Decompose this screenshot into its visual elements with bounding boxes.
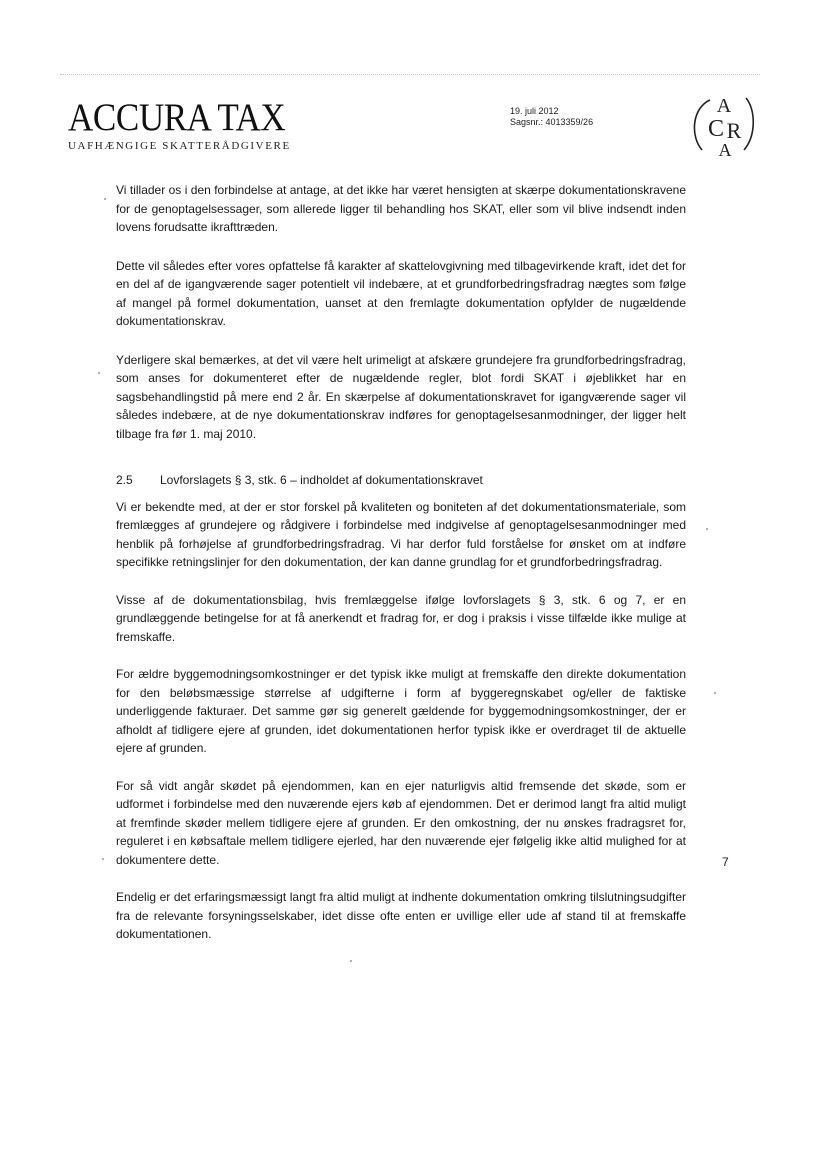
document-meta: [510, 106, 593, 128]
scan-speck: [102, 858, 104, 860]
monogram-letter-c: C: [707, 116, 725, 142]
scan-speck: [706, 528, 708, 530]
monogram-letter-a-lower: A: [718, 140, 732, 160]
section-title: Lovforslagets § 3, stk. 6 – indholdet af dokumentationskravet: [160, 473, 483, 487]
paragraph: For ældre byggemodningsomkostninger er det typisk ikke muligt at fremskaffe den direkte dokumentation for den beløbsmæssige størrelse af udgifterne i form af byggeregnskabet og/eller de faktiske underliggende fakturaer. Det samme gør sig generelt gældende for byggemodningsomkostninger, der er afholdt af tidligere ejere af grunden, idet dokumentationen herfor typisk ikke er overdraget til de aktuelle ejere af grunden.: [116, 667, 686, 755]
monogram-letter-a: A: [716, 95, 732, 117]
monogram-letter-r: R: [726, 118, 742, 143]
scan-speck: [104, 198, 106, 200]
paragraph: Vi tillader os i den forbindelse at antage, at det ikke har været hensigten at skærpe dokumentationskravene for de genoptagelsessager, som allerede ligger til behandling hos SKAT, eller som vil blive indsendt inden lovens forudsatte ikrafttræden.: [116, 183, 686, 234]
paragraph: Dette vil således efter vores opfattelse få karakter af skattelovgivning med tilbagevirkende kraft, idet det for en del af de igangværende sager potentielt vil indebære, at et grundforbedringsfradrag nægtes som følge af mangel på formel dokumentation, uanset at den fremlagte dokumentation opfylder de nugældende dokumentationskrav.: [116, 258, 686, 328]
case-number: Sagsnr.: 4013359/26: [510, 117, 594, 127]
section-heading: [116, 471, 686, 490]
document-body: [116, 181, 686, 963]
company-tagline: UAFHÆNGIGE SKATTERÅDGIVERE: [68, 140, 291, 152]
monogram-emblem-icon: [688, 88, 760, 160]
company-logo: [68, 98, 309, 152]
paragraph: Endelig er det erfaringsmæssigt langt fra altid muligt at indhente dokumentation omkring tilslutningsudgifter fra de relevante forsyningsselskaber, idet disse ofte enten er uvillige eller ude af stand til at fremskaffe dokumentationen.: [116, 890, 686, 941]
company-name: ACCURA TAX: [68, 96, 286, 139]
scan-artifact-line: [60, 74, 760, 75]
paragraph: For så vidt angår skødet på ejendommen, kan en ejer naturligvis altid fremsende det skøde, som er udformet i forbindelse med den nuværende ejers køb af ejendommen. Det er derimod langt fra altid muligt at fremfinde skøder mellem tidligere ejere af grunden. Er den omkostning, der nu ønskes fradragsret for, reguleret i en købsaftale mellem tidligere ejerled, har den nuværende ejer følgelig ikke altid mulighed for at dokumentere dette.: [116, 778, 686, 867]
scan-speck: [350, 960, 352, 962]
page-mark: 7: [722, 855, 729, 869]
paragraph: Visse af de dokumentationsbilag, hvis fremlæggelse ifølge lovforslagets § 3, stk. 6 og 7, er en grundlæggende betingelse for at få anerkendt et fradrag for, er dog i praksis i visse tilfælde ikke mulige at fremskaffe.: [116, 592, 686, 644]
paragraph: Vi er bekendte med, at der er stor forskel på kvaliteten og boniteten af det dokumentationsmateriale, som fremlægges af grundejere og rådgivere i forbindelse med indgivelse af genoptagelsesanmodninger med henblik på forhøjelse af grundforbedringsfradrag. Vi har derfor fuld forståelse for ønsket om at indføre specifikke retningslinjer for den dokumentation, der kan danne grundlag for et grundforbedringsfradrag.: [116, 499, 686, 569]
scan-speck: [98, 372, 100, 374]
document-date: 19. juli 2012: [510, 106, 559, 116]
section-number: 2.5: [116, 473, 133, 487]
paragraph: Yderligere skal bemærkes, at det vil være helt urimeligt at afskære grundejere fra grundforbedringsfradrag, som anses for dokumenteret efter de nugældende regler, blot fordi SKAT i øjeblikket har en sagsbehandlingstid på mere end 2 år. En skærpelse af dokumentationskravet for igangværende sager vil således indebære, at de nye dokumentationskrav indføres for genoptagelsesanmodninger, der ligger helt tilbage fra før 1. maj 2010.: [116, 352, 686, 441]
scan-speck: [714, 692, 716, 694]
